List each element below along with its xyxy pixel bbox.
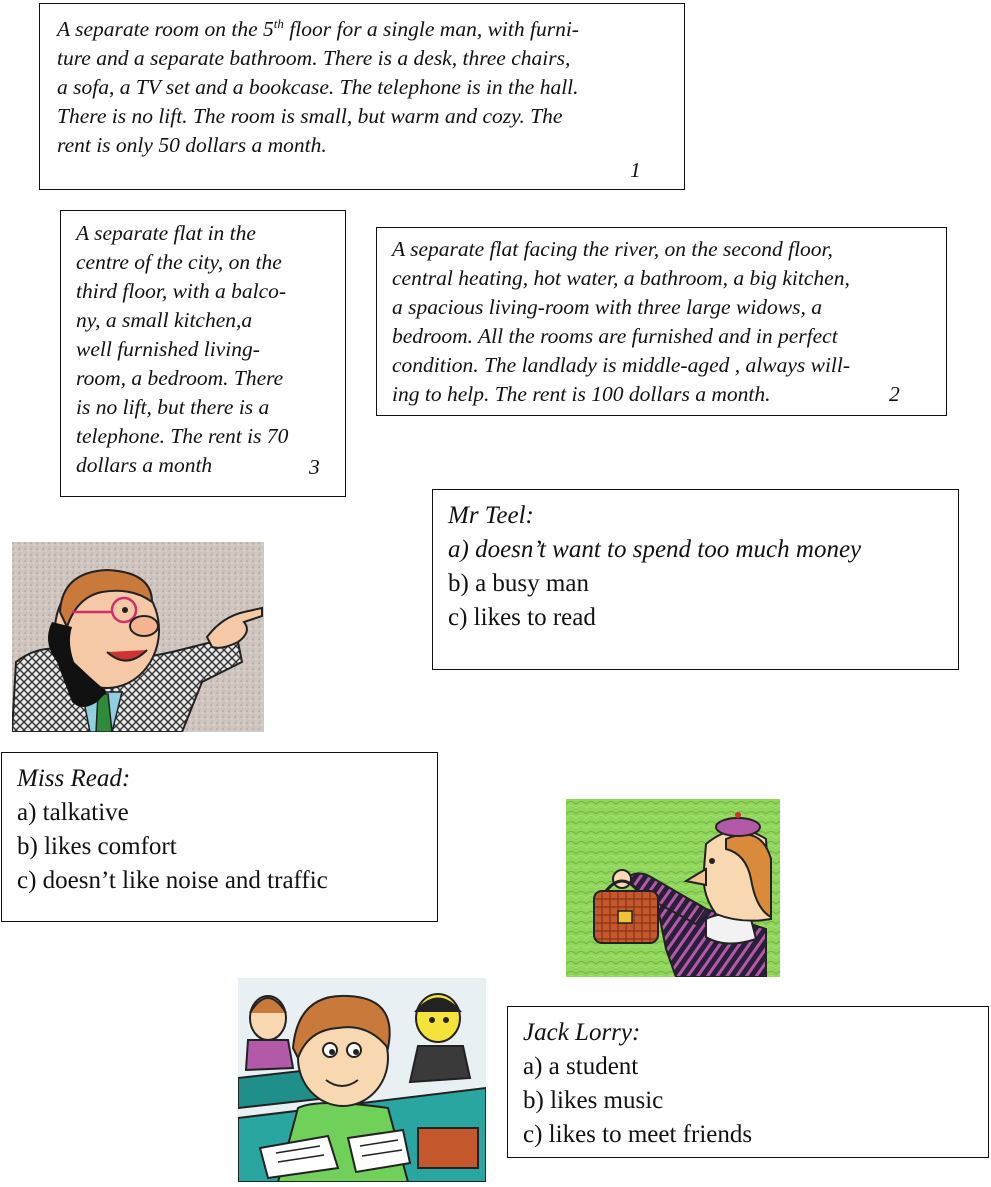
ad-1-box: [39, 3, 685, 190]
lady-with-handbag-illustration: [566, 799, 780, 977]
miss-read-trait-a: a) talkative: [17, 799, 129, 826]
ad-3-line: well furnished living-: [76, 337, 260, 361]
man-on-phone-illustration: [12, 542, 264, 732]
jack-lorry-trait-b: b) likes music: [523, 1087, 664, 1114]
ad-1-line-2: ture and a separate bathroom. There is a desk, three chairs,: [57, 46, 571, 71]
ad-2-line: condition. The landlady is middle-aged , always will-: [392, 353, 851, 377]
ad-3-line: telephone. The rent is 70: [76, 424, 289, 448]
mr-teel-trait-a: a) doesn’t want to spend too much money: [448, 536, 862, 563]
ad-2-box: [376, 227, 947, 416]
miss-read-trait-c: c) doesn’t like noise and traffic: [17, 867, 328, 894]
ad-2-line: ing to help. The rent is 100 dollars a month.: [392, 382, 771, 406]
mr-teel-trait-c: c) likes to read: [448, 604, 596, 631]
ad-2-line: A separate flat facing the river, on the second floor,: [392, 237, 833, 261]
jack-lorry-name: Jack Lorry:: [523, 1019, 641, 1046]
ad-2-line: central heating, hot water, a bathroom, a big kitchen,: [392, 266, 850, 290]
miss-read-trait-b: b) likes comfort: [17, 833, 177, 860]
ad-2-number: 2: [889, 382, 900, 406]
ad-1-line-3: a sofa, a TV set and a bookcase. The telephone is in the hall.: [57, 75, 579, 100]
ad-3-line: is no lift, but there is a: [76, 395, 270, 419]
miss-read-box: [1, 752, 438, 922]
ad-3-box: [60, 210, 346, 497]
jack-lorry-box: [507, 1006, 989, 1158]
miss-read-name: Miss Read:: [17, 765, 131, 792]
ad-3-line: third floor, with a balco-: [76, 279, 287, 303]
ad-3-line: dollars a month: [76, 453, 213, 477]
ad-1-number: 1: [630, 158, 641, 182]
mr-teel-box: [432, 489, 959, 670]
mr-teel-trait-b: b) a busy man: [448, 570, 589, 597]
jack-lorry-trait-c: c) likes to meet friends: [523, 1121, 753, 1148]
ad-2-line: bedroom. All the rooms are furnished and in perfect: [392, 324, 838, 348]
ad-1-line-1: A separate room on the 5th floor for a single man, with furni-: [57, 16, 579, 42]
ad-3-line: A separate flat in the: [76, 221, 256, 245]
ad-2-line: a spacious living-room with three large widows, a: [392, 295, 822, 319]
mr-teel-name: Mr Teel:: [448, 502, 534, 529]
ad-1-line-5: rent is only 50 dollars a month.: [57, 133, 327, 158]
ad-3-line: centre of the city, on the: [76, 250, 282, 274]
ad-3-line: ny, a small kitchen,a: [76, 308, 253, 332]
ad-3-line: room, a bedroom. There: [76, 366, 284, 390]
ad-3-number: 3: [309, 455, 320, 479]
jack-lorry-trait-a: a) a student: [523, 1053, 639, 1080]
students-at-desks-illustration: [238, 978, 486, 1182]
ad-1-line-4: There is no lift. The room is small, but warm and cozy. The: [57, 104, 563, 129]
